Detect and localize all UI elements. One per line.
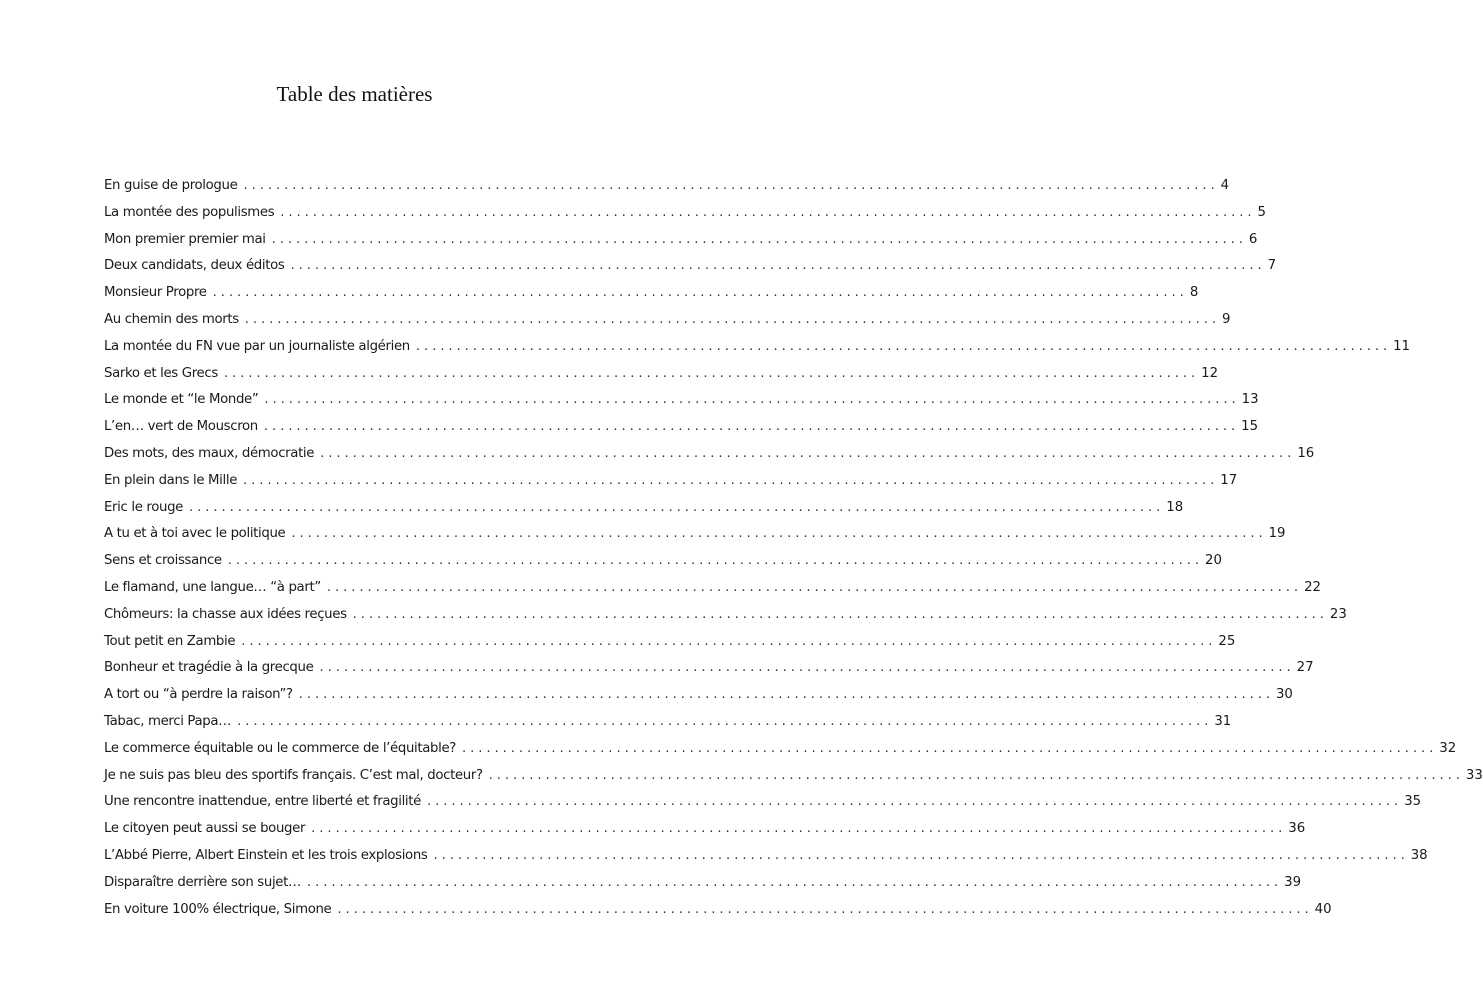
toc-entry[interactable] <box>104 307 1231 334</box>
toc-entry-title: L’en… vert de Mouscron <box>104 419 258 435</box>
toc-entry[interactable] <box>104 387 1259 414</box>
dot-leader: ........................................................................................................................ <box>212 285 1188 301</box>
dot-leader: ........................................................................................................................ <box>320 445 1296 461</box>
toc-entry-page: 31 <box>1214 713 1232 729</box>
toc-entry-title: Je ne suis pas bleu des sportifs français. C’est mal, docteur? <box>104 767 483 783</box>
dot-leader: ........................................................................................................................ <box>244 311 1221 327</box>
toc-entry-title: Tout petit en Zambie <box>104 633 236 649</box>
toc-entry[interactable] <box>104 575 1321 602</box>
toc-entry[interactable] <box>104 253 1277 280</box>
dot-leader: ........................................................................................................................ <box>223 365 1200 381</box>
toc-entry-page: 12 <box>1201 365 1219 381</box>
toc-entry-page: 22 <box>1304 579 1321 595</box>
toc-entry[interactable] <box>104 414 1259 441</box>
toc-entry[interactable] <box>104 709 1232 736</box>
toc-entry-title: Monsieur Propre <box>104 285 207 301</box>
toc-entry-title: En voiture 100% électrique, Simone <box>104 901 332 917</box>
dot-leader: ........................................................................................................................ <box>243 178 1219 193</box>
toc-entry[interactable] <box>104 629 1236 656</box>
toc-entry-page: 23 <box>1329 606 1347 622</box>
toc-entry[interactable] <box>104 816 1306 843</box>
toc-entry-title: Le flamand, une langue… “à part” <box>104 579 321 595</box>
toc-entry-title: En plein dans le Mille <box>104 472 238 488</box>
toc-entry[interactable] <box>104 736 1457 763</box>
dot-leader: ........................................................................................................................ <box>271 231 1247 247</box>
toc-entry-page: 9 <box>1222 311 1231 327</box>
toc-entry-page: 30 <box>1275 687 1293 703</box>
toc-entry[interactable] <box>104 334 1411 361</box>
dot-leader: ........................................................................................................................ <box>189 499 1165 515</box>
dot-leader: ........................................................................................................................ <box>227 553 1203 569</box>
dot-leader: ........................................................................................................................ <box>352 606 1328 622</box>
toc-entry[interactable] <box>104 789 1422 816</box>
toc-entry-title: L’Abbé Pierre, Albert Einstein et les trois explosions <box>104 847 428 863</box>
toc-entry-title: Sarko et les Grecs <box>104 365 218 381</box>
toc-entry[interactable] <box>104 548 1222 575</box>
toc-entry-title: La montée des populismes <box>104 204 275 220</box>
toc-entry-title: Tabac, merci Papa… <box>104 713 232 729</box>
toc-entry-page: 19 <box>1268 526 1286 542</box>
dot-leader: ........................................................................................................................ <box>237 713 1213 729</box>
toc-entry-title: Le monde et “le Monde” <box>104 392 259 408</box>
toc-entry-title: Eric le rouge <box>104 499 184 515</box>
toc-entry-title: Disparaître derrière son sujet… <box>104 874 301 890</box>
table-of-contents <box>104 173 1483 923</box>
toc-entry-page: 15 <box>1241 419 1259 435</box>
dot-leader: ........................................................................................................................ <box>298 687 1274 703</box>
toc-entry[interactable] <box>104 602 1347 629</box>
dot-leader: ........................................................................................................................ <box>243 472 1219 488</box>
toc-entry-title: Une rencontre inattendue, entre liberté et fragilité <box>104 794 421 810</box>
toc-entry-page: 17 <box>1220 472 1238 488</box>
toc-entry-page: 5 <box>1257 204 1266 220</box>
toc-entry-page: 27 <box>1296 660 1314 676</box>
dot-leader: ........................................................................................................................ <box>306 874 1283 890</box>
toc-entry-page: 16 <box>1297 445 1315 461</box>
dot-leader: ........................................................................................................................ <box>488 767 1464 783</box>
toc-entry-title: En guise de prologue <box>104 178 238 193</box>
toc-entry-page: 35 <box>1404 794 1422 810</box>
toc-entry-title: Sens et croissance <box>104 553 222 569</box>
toc-entry-title: A tu et à toi avec le politique <box>104 526 286 542</box>
toc-entry-page: 18 <box>1166 499 1184 515</box>
toc-entry[interactable] <box>104 521 1286 548</box>
dot-leader: ........................................................................................................................ <box>462 740 1438 756</box>
toc-entry-page: 32 <box>1439 740 1457 756</box>
toc-entry-page: 38 <box>1410 847 1428 863</box>
dot-leader: ........................................................................................................................ <box>326 579 1303 595</box>
toc-entry[interactable] <box>104 897 1332 924</box>
toc-entry-page: 39 <box>1284 874 1302 890</box>
toc-entry-page: 33 <box>1465 767 1483 783</box>
toc-entry-title: Le commerce équitable ou le commerce de l’équitable? <box>104 740 457 756</box>
toc-entry-title: Le citoyen peut aussi se bouger <box>104 821 306 837</box>
toc-entry-title: Deux candidats, deux éditos <box>104 258 285 274</box>
toc-entry[interactable] <box>104 682 1293 709</box>
toc-entry[interactable] <box>104 200 1266 227</box>
toc-entry[interactable] <box>104 468 1238 495</box>
toc-entry[interactable] <box>104 870 1302 897</box>
toc-entry[interactable] <box>104 655 1314 682</box>
toc-entry-page: 11 <box>1393 338 1411 354</box>
dot-leader: ........................................................................................................................ <box>426 794 1403 810</box>
dot-leader: ........................................................................................................................ <box>241 633 1217 649</box>
toc-entry[interactable] <box>104 843 1428 870</box>
dot-leader: ........................................................................................................................ <box>280 204 1256 220</box>
toc-entry[interactable] <box>104 173 1230 200</box>
toc-entry-page: 7 <box>1267 258 1277 274</box>
toc-entry-title: Des mots, des maux, démocratie <box>104 445 315 461</box>
page-title: Table des matières <box>276 82 433 106</box>
toc-entry[interactable] <box>104 763 1483 790</box>
dot-leader: ........................................................................................................................ <box>263 419 1240 435</box>
dot-leader: ........................................................................................................................ <box>433 847 1409 863</box>
toc-entry-page: 20 <box>1204 553 1222 569</box>
toc-entry-title: Chômeurs: la chasse aux idées reçues <box>104 606 347 622</box>
toc-entry-title: La montée du FN vue par un journaliste algérien <box>104 338 410 354</box>
toc-entry-page: 8 <box>1189 285 1199 301</box>
toc-entry-page: 13 <box>1241 392 1259 408</box>
toc-entry-title: Mon premier premier mai <box>104 231 266 247</box>
toc-entry-page: 36 <box>1288 821 1306 837</box>
toc-entry[interactable] <box>104 441 1315 468</box>
toc-entry[interactable] <box>104 361 1219 388</box>
toc-entry-title: Au chemin des morts <box>104 311 239 327</box>
toc-entry-page: 25 <box>1218 633 1236 649</box>
dot-leader: ........................................................................................................................ <box>337 901 1313 917</box>
toc-entry[interactable] <box>104 280 1199 307</box>
toc-entry[interactable] <box>104 495 1184 522</box>
dot-leader: ........................................................................................................................ <box>291 526 1267 542</box>
toc-entry-title: Bonheur et tragédie à la grecque <box>104 660 314 676</box>
dot-leader: ........................................................................................................................ <box>415 338 1392 354</box>
toc-entry-title: A tort ou “à perdre la raison”? <box>104 687 293 703</box>
toc-entry-page: 4 <box>1220 178 1230 193</box>
dot-leader: ........................................................................................................................ <box>264 392 1240 408</box>
toc-entry-page: 6 <box>1248 231 1258 247</box>
toc-entry[interactable] <box>104 227 1258 254</box>
toc-entry-page: 40 <box>1314 901 1332 917</box>
dot-leader: ........................................................................................................................ <box>311 821 1287 837</box>
dot-leader: ........................................................................................................................ <box>319 660 1295 676</box>
dot-leader: ........................................................................................................................ <box>290 258 1266 274</box>
